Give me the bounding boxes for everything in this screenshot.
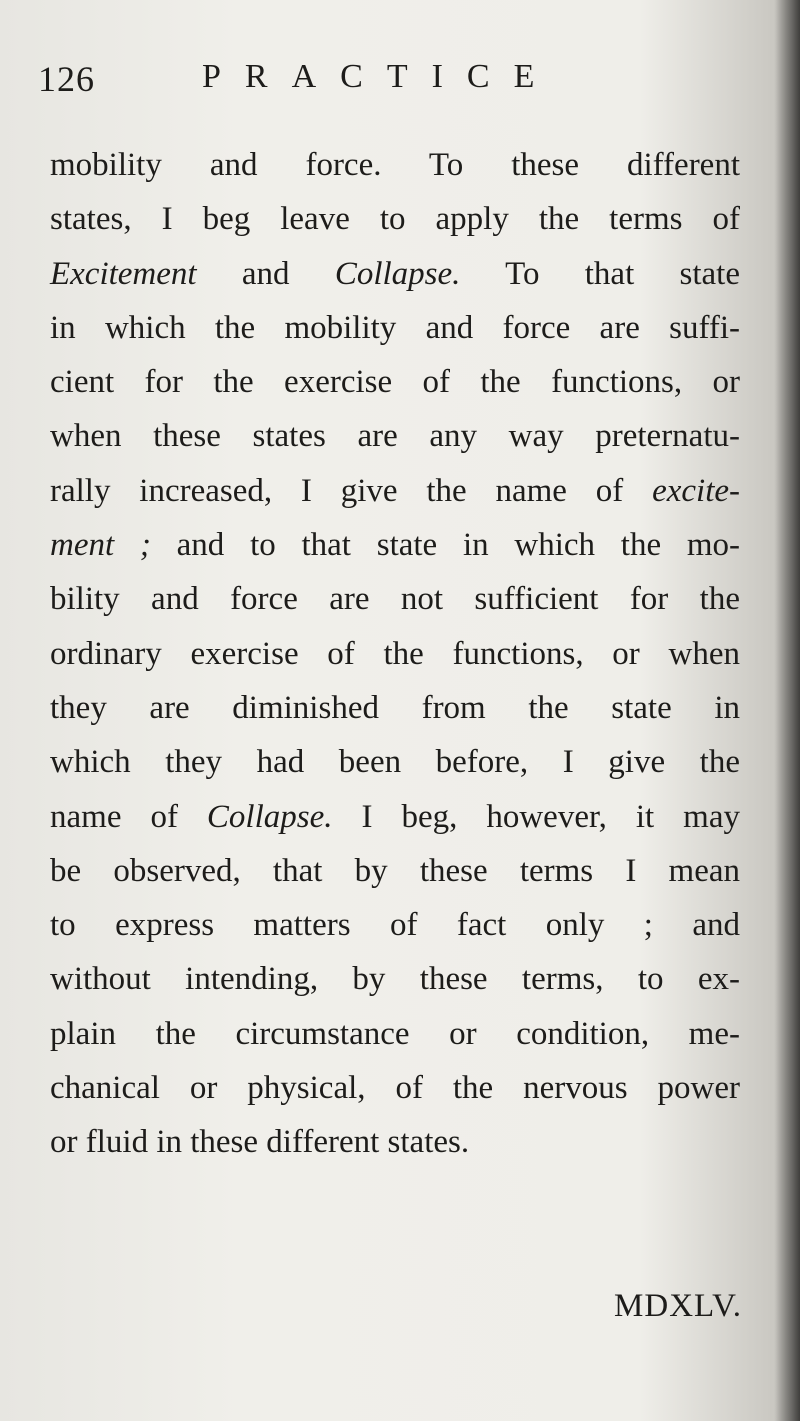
running-head: PRACTICE: [202, 58, 559, 95]
text-line: chanical or physical, of the nervous power: [50, 1070, 740, 1107]
text-line: or fluid in these different states.: [50, 1124, 470, 1161]
text-line: [50, 247, 740, 301]
text-line: when these states are any way preternatu-: [50, 418, 740, 455]
text-run: and: [196, 255, 335, 292]
page-header: [38, 58, 738, 102]
text-run: rally increased, I give the name of: [50, 472, 653, 509]
signature-mark: MDXLV.: [614, 1288, 742, 1324]
italic-term: Collapse.: [334, 255, 461, 292]
body-text: [50, 138, 740, 1170]
italic-term: ment ;: [50, 527, 151, 564]
text-line: plain the circumstance or condition, me-: [50, 1015, 740, 1052]
text-line: mobility and force. To these different: [50, 147, 740, 183]
text-run: name of: [50, 798, 207, 835]
italic-term: Collapse.: [206, 798, 333, 835]
text-run: I beg, however, it may: [332, 798, 740, 835]
text-run: To that state: [460, 255, 740, 292]
text-line: cient for the exercise of the functions, or: [50, 364, 740, 401]
page-number: 126: [38, 59, 95, 99]
text-line: [50, 464, 740, 518]
page-edge-shadow: [774, 0, 800, 1421]
text-line: bility and force are not sufficient for the: [50, 581, 740, 618]
italic-term: Excitement: [50, 255, 197, 292]
text-line: in which the mobility and force are suffi-: [50, 309, 740, 346]
text-line: [50, 790, 740, 844]
text-line: [50, 518, 740, 572]
text-line: they are diminished from the state in: [50, 689, 740, 726]
text-line: which they had been before, I give the: [50, 744, 740, 781]
italic-term: excite-: [652, 472, 740, 509]
text-line: be observed, that by these terms I mean: [50, 852, 740, 889]
text-line: to express matters of fact only ; and: [50, 907, 740, 944]
text-line: states, I beg leave to apply the terms of: [50, 201, 740, 238]
text-run: and to that state in which the mo-: [150, 527, 741, 564]
text-line: without intending, by these terms, to ex-: [50, 961, 740, 998]
text-line: ordinary exercise of the functions, or when: [50, 635, 740, 672]
